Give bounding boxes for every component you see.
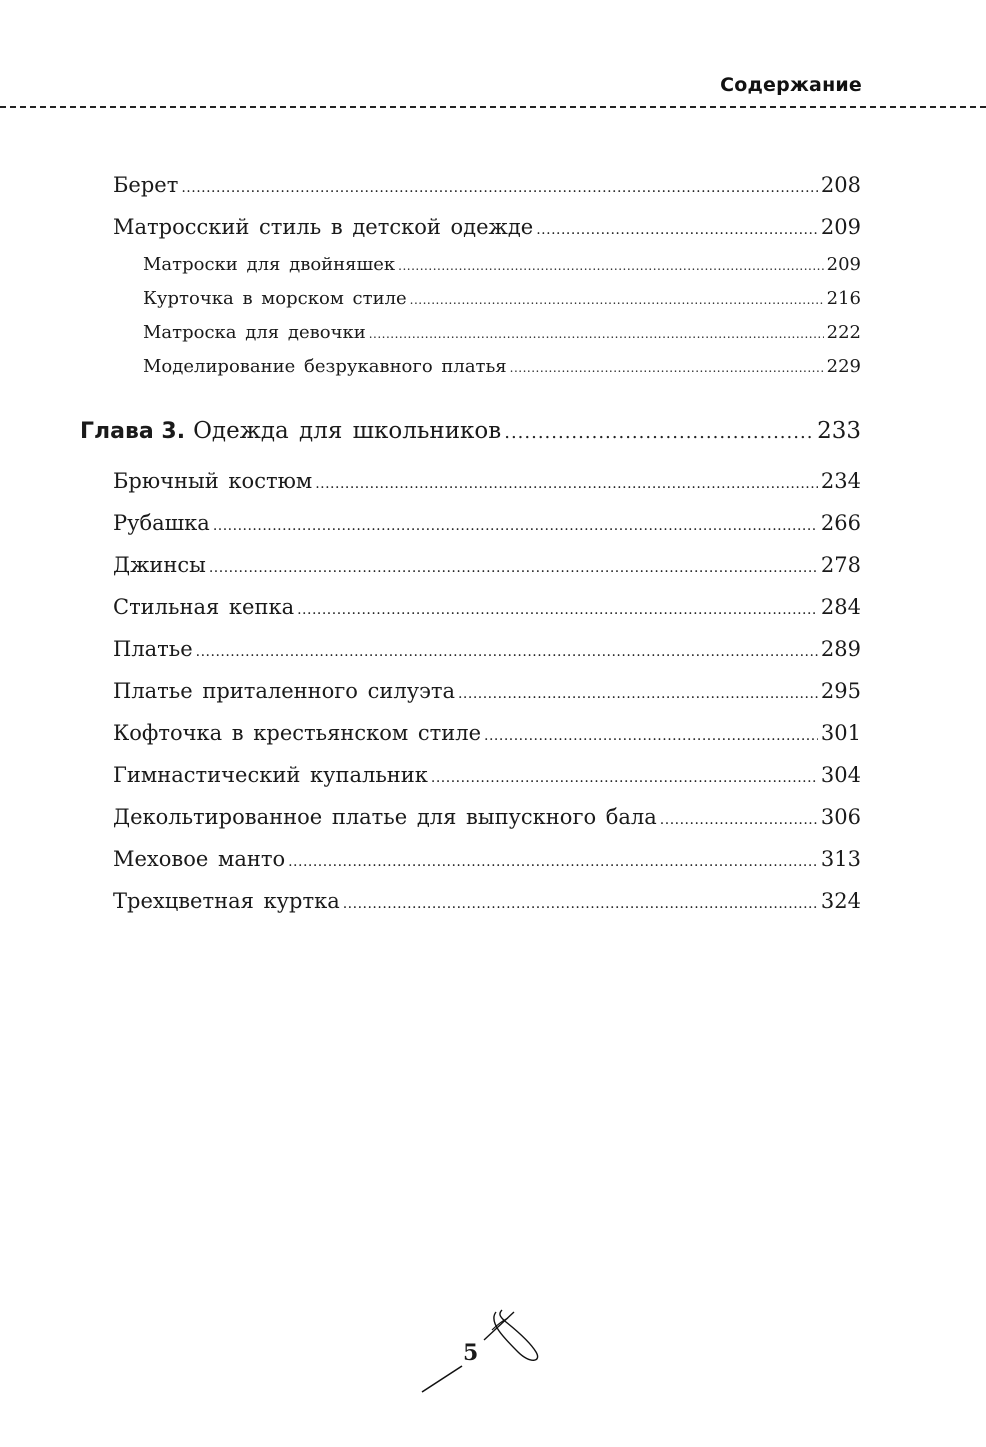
dot-leader [369,317,824,351]
toc-subentry[interactable] [113,316,861,350]
toc-entry-page: 304 [820,763,861,787]
chapter-title: Одежда для школьников [193,418,502,444]
toc-entry[interactable] [113,206,861,248]
toc-subentry-page: 229 [826,356,861,377]
dot-leader [660,799,818,841]
toc-entry[interactable] [113,544,861,586]
dot-leader [431,757,818,799]
toc-entry-page: 266 [820,511,861,535]
toc-subentry-title: Курточка в морском стиле [143,288,407,309]
dot-leader [297,589,818,631]
toc-entry-title: Платье [113,637,193,661]
toc-entry-page: 306 [820,805,861,829]
dot-leader [410,283,824,317]
toc-subentry-page: 209 [826,254,861,275]
toc-entry-page: 301 [820,721,861,745]
toc-entry-page: 234 [820,469,861,493]
toc-entry-title: Меховое манто [113,847,286,871]
toc-entry[interactable] [113,586,861,628]
toc-subentry[interactable] [113,350,861,384]
toc-subentry-title: Моделирование безрукавного платья [143,356,507,377]
toc-entry-title: Трехцветная куртка [113,889,340,913]
dot-leader [484,715,818,757]
toc-entry-title: Джинсы [113,553,206,577]
table-of-contents [80,164,861,922]
dot-leader [288,841,818,883]
toc-entry-title: Матросский стиль в детской одежде [113,215,534,239]
dot-leader [343,883,818,925]
toc-subentry[interactable] [113,282,861,316]
toc-entry-page: 324 [820,889,861,913]
dot-leader [504,410,814,456]
dot-leader [209,547,818,589]
needle-and-thread-icon [418,1300,548,1400]
toc-entry-page: 284 [820,595,861,619]
toc-entry[interactable] [113,880,861,922]
toc-entry-title: Рубашка [113,511,210,535]
toc-entry[interactable] [113,164,861,206]
dot-leader [536,209,818,251]
toc-entry-page: 289 [820,637,861,661]
toc-entry[interactable] [113,754,861,796]
toc-entry-page: 295 [820,679,861,703]
dot-leader [196,631,818,673]
toc-subentry-title: Матроски для двойняшек [143,254,396,275]
toc-entry-title: Декольтированное платье для выпускного бала [113,805,657,829]
toc-entry-page: 208 [820,173,861,197]
toc-entry[interactable] [113,502,861,544]
toc-chapter-entry[interactable] [80,408,861,454]
toc-subentry-page: 216 [826,288,861,309]
dot-leader [315,463,818,505]
toc-subentry-title: Матроска для девочки [143,322,366,343]
page-folio [418,1300,548,1400]
toc-subentry[interactable] [113,248,861,282]
page-number: 5 [463,1340,479,1366]
toc-entry-title: Брючный костюм [113,469,313,493]
chapter-page: 233 [817,418,861,444]
header-dashed-rule [0,106,986,108]
toc-entry[interactable] [113,712,861,754]
toc-entry[interactable] [113,628,861,670]
toc-entry-title: Кофточка в крестьянском стиле [113,721,482,745]
toc-entry[interactable] [113,670,861,712]
dot-leader [398,249,823,283]
dot-leader [510,351,824,385]
dot-leader [458,673,818,715]
toc-entry-page: 209 [820,215,861,239]
toc-entry[interactable] [113,838,861,880]
running-title: Содержание [720,74,862,96]
toc-entry[interactable] [113,460,861,502]
toc-subentry-page: 222 [826,322,861,343]
toc-entry-title: Берет [113,173,179,197]
chapter-label: Глава 3. [80,419,186,444]
toc-entry-page: 278 [820,553,861,577]
toc-entry-title: Стильная кепка [113,595,295,619]
toc-entry[interactable] [113,796,861,838]
dot-leader [213,505,818,547]
toc-entry-page: 313 [820,847,861,871]
dot-leader [181,167,818,209]
toc-entry-title: Гимнастический купальник [113,763,428,787]
toc-entry-title: Платье приталенного силуэта [113,679,455,703]
